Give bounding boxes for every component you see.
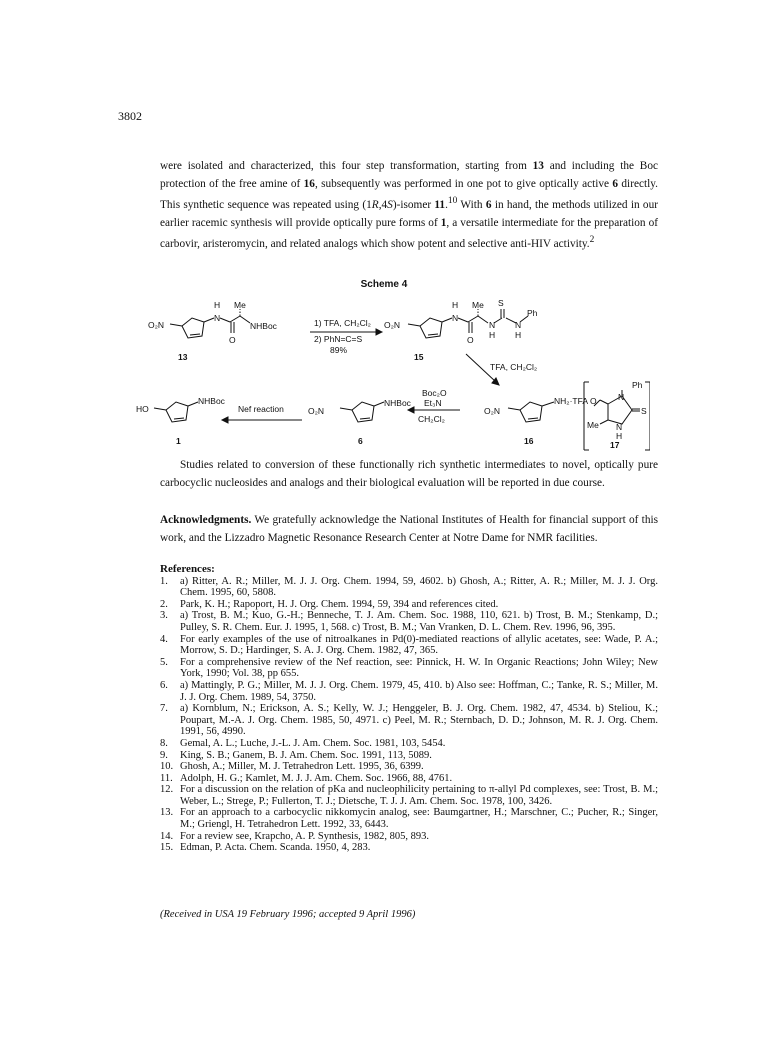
atom-label: N — [618, 392, 625, 402]
reference-number: 11. — [160, 772, 173, 784]
reference-item — [160, 750, 658, 762]
reagent-label: Boc₂O — [422, 388, 447, 398]
references-heading: References: — [160, 563, 215, 575]
compound-ref: 1 — [440, 216, 447, 229]
atom-label: N — [452, 313, 459, 323]
reference-item — [160, 657, 658, 680]
nitro-group-label: O₂N — [148, 320, 165, 330]
reference-text: For a comprehensive review of the Nef reaction, see: Pinnick, H. W. In Organic Reactions; John Wiley; New York, 1990; Vol. 38, pp 655. — [180, 656, 658, 680]
intro-paragraph: were isolated and characterized, this four step transformation, starting from 13 and including the Boc protection of the free amine of 16, subsequently was performed in one pot to give optically active 6 directly. This synthetic sequence was repeated using (1R,4S)-isomer 11.10 With 6 in hand, the methods utilized in our earlier racemic synthesis will provide optically pure forms of 1, a versatile intermediate for the preparation of carbovir, aristeromycin, and related analogs which show potent and selective anti-HIV activity.$^2$ — [160, 160, 658, 250]
nitro-group-label: O₂N — [484, 406, 501, 416]
reference-number: 6. — [160, 679, 168, 691]
reference-item — [160, 738, 658, 750]
compound-number-16: 16 — [524, 436, 534, 446]
references-section — [160, 564, 658, 854]
reference-item — [160, 576, 658, 599]
protecting-group-label: NHBoc — [198, 396, 225, 406]
yield-label: 89% — [330, 345, 348, 355]
reference-number: 12. — [160, 784, 174, 796]
reference-item — [160, 610, 658, 633]
reference-number: 13. — [160, 807, 174, 819]
atom-label: N — [214, 313, 221, 323]
atom-label: O — [590, 396, 597, 406]
compound-number-17: 17 — [610, 440, 620, 450]
intro-text: ,4 — [378, 198, 388, 211]
reference-item — [160, 807, 658, 830]
atom-label: Me — [587, 420, 599, 430]
reference-text: For an approach to a carbocyclic nikkomycin analog, see: Baumgartner, H.; Marschner, C.; Pucher, R.; Singer, M.; Griengl, H. Tetrahedron Lett. 1992, 33, 6443. — [180, 807, 658, 831]
reference-number: 8. — [160, 737, 168, 749]
reference-text: King, S. B.; Ganem, B. J. Am. Chem. Soc. 1991, 113, 5089. — [180, 749, 432, 761]
atom-label: Ph — [527, 308, 538, 318]
protecting-group-label: NHBoc — [384, 398, 411, 408]
compound-number-13: 13 — [178, 352, 188, 362]
atom-label: H — [452, 300, 459, 310]
reference-text: Edman, P. Acta. Chem. Scanda. 1950, 4, 283. — [180, 842, 371, 854]
reference-text: For a discussion on the relation of pKa and nucleophilicity pertaining to π-allyl Pd complexes, see: Trost, B. M.; Weber, L.; Strege, P.; Fullerton, T. J.; Dietsche, T. J. J. Am. Chem. Soc. 1978, 100, 3426. — [180, 784, 658, 807]
atom-label: H — [214, 300, 221, 310]
intro-text: and including the Boc protection of the free amine of — [160, 160, 658, 190]
reference-item — [160, 634, 658, 657]
compound-ref: 6 — [485, 198, 492, 211]
stereo-descriptor: R — [371, 198, 379, 211]
reagent-label: 2) PhN=C=S — [314, 334, 363, 344]
atom-label: O — [229, 335, 236, 345]
nitro-group-label: O₂N — [384, 320, 401, 330]
reference-number: 1. — [160, 575, 168, 587]
reference-text: For early examples of the use of nitroalkanes in Pd(0)-mediated reactions of allylic acetates, see: Wade, P. A.; Morrow, S. D.; Hardinger, S. A. J. Org. Chem. 1982, 47, 365. — [180, 633, 658, 657]
stereo-descriptor: S — [387, 198, 393, 211]
amine-salt-label: NH₂·TFA — [554, 396, 588, 406]
compound-ref: 16 — [303, 177, 315, 190]
reference-item — [160, 761, 658, 773]
reference-text: a) Mattingly, P. G.; Miller, M. J. J. Org. Chem. 1979, 45, 410. b) Also see: Hoffman, C.; Tanke, R. S.; Miller, M. J. J. Org. Chem. 1989, 54, 3750. — [180, 679, 658, 703]
scheme-title: Scheme 4 — [360, 279, 408, 290]
atom-label: S — [641, 406, 647, 416]
reference-item — [160, 784, 658, 807]
atom-label: Me — [234, 300, 246, 310]
citation-superscript: 10 — [447, 196, 458, 207]
compound-ref: 13 — [532, 160, 544, 172]
acknowledgments-paragraph — [160, 512, 658, 547]
atom-label: Me — [472, 300, 484, 310]
conclusion-paragraph: Studies related to conversion of these functionally rich synthetic intermediates to novel, optically pure carbocyclic nucleosides and analogs and their biological evaluation will be reported in due course. — [160, 459, 658, 489]
reference-item — [160, 842, 658, 854]
reference-text: Gemal, A. L.; Luche, J.-L. J. Am. Chem. Soc. 1981, 103, 5454. — [180, 737, 446, 749]
reference-text: Adolph, H. G.; Kamlet, M. J. J. Am. Chem. Soc. 1966, 88, 4761. — [180, 772, 453, 784]
protecting-group-label: NHBoc — [250, 321, 277, 331]
page-number: 3802 — [118, 109, 142, 123]
reagent-label: CH₂Cl₂ — [418, 414, 445, 424]
atom-label: H — [616, 431, 623, 441]
intro-text: With — [457, 198, 486, 211]
nitro-group-label: O₂N — [308, 406, 325, 416]
acknowledgments-text: We gratefully acknowledge the National Institutes of Health for financial support of this work, and the Lizzadro Magnetic Resonance Research Center at Notre Dame for NMR facilities. — [160, 514, 658, 544]
reference-number: 14. — [160, 830, 174, 842]
hydroxyl-label: HO — [136, 404, 149, 414]
reagent-label: Et₃N — [424, 398, 442, 408]
reference-item — [160, 831, 658, 843]
reference-number: 9. — [160, 749, 168, 761]
atom-label: Ph — [632, 380, 643, 390]
atom-label: N — [616, 422, 623, 432]
reference-item — [160, 599, 658, 611]
compound-number-1: 1 — [176, 436, 181, 446]
reference-text: a) Trost, B. M.; Kuo, G.-H.; Benneche, T. J. Am. Chem. Soc. 1988, 110, 621. b) Trost, B. M.; Stenkamp, D.; Pulley, S. R. Chem. Eur. J. 1995, 1, 568. c) Trost, B. M.; Van Vranken, D. L. Chem. Rev. 1996, 96, 395. — [180, 610, 658, 633]
reference-number: 10. — [160, 761, 174, 773]
received-dates: (Received in USA 19 February 1996; accepted 9 April 1996) — [160, 909, 416, 920]
reaction-scheme — [130, 292, 650, 457]
atom-label: H — [515, 330, 522, 340]
reagent-label: TFA, CH₂Cl₂ — [490, 362, 538, 372]
reference-number: 2. — [160, 598, 168, 610]
intro-text: , a versatile intermediate for the preparation of carbovir, aristeromycin, and related analogs which show potent and selective anti-HIV activity. — [160, 216, 658, 250]
compound-number-15: 15 — [414, 352, 424, 362]
reference-text: a) Ritter, A. R.; Miller, M. J. J. Org. Chem. 1994, 59, 4602. b) Ghosh, A.; Ritter, A. R.; Miller, M. J. J. Org. Chem. 1995, 60, 5808. — [180, 575, 658, 599]
atom-label: S — [498, 298, 504, 308]
reference-item — [160, 773, 658, 785]
citation-superscript: 2 — [589, 235, 595, 246]
reference-text: For a review see, Krapcho, A. P. Synthesis, 1982, 805, 893. — [180, 830, 430, 842]
intro-text: directly. This synthetic sequence was repeated using (1 — [160, 177, 658, 211]
reference-text: Park, K. H.; Rapoport, H. J. Org. Chem. 1994, 59, 394 and references cited. — [180, 598, 499, 610]
reference-number: 3. — [160, 610, 168, 622]
atom-label: N — [515, 320, 522, 330]
reference-number: 5. — [160, 656, 168, 668]
compound-ref: 11 — [434, 198, 446, 211]
atom-label: N — [489, 320, 496, 330]
reagent-label: 1) TFA, CH₂Cl₂ — [314, 318, 371, 328]
intro-text: )-isomer — [392, 198, 435, 211]
reference-number: 7. — [160, 703, 168, 715]
reference-item — [160, 680, 658, 703]
atom-label: O — [467, 335, 474, 345]
acknowledgments-heading: Acknowledgments. — [160, 514, 252, 526]
compound-ref: 6 — [612, 177, 619, 190]
reference-text: Ghosh, A.; Miller, M. J. Tetrahedron Lett. 1995, 36, 6399. — [180, 761, 424, 773]
intro-text: , subsequently was performed in one pot to give optically active — [314, 177, 613, 190]
intro-text: were isolated and characterized, this four step transformation, starting from — [160, 160, 533, 172]
atom-label: H — [489, 330, 496, 340]
compound-number-6: 6 — [358, 436, 363, 446]
reference-item — [160, 703, 658, 738]
reference-number: 4. — [160, 633, 168, 645]
reference-text: a) Kornblum, N.; Erickson, A. S.; Kelly, W. J.; Henggeler, B. J. Org. Chem. 1982, 47, 4534. b) Steliou, K.; Poupart, M.-A. J. Org. Chem. 1985, 50, 4971. c) Peel, M. R.; Sternbach, D. D.; Johnson, M. R. J. Org. Chem. 1991, 56, 4990. — [180, 703, 658, 738]
reference-number: 15. — [160, 842, 174, 854]
intro-text: in hand, the methods utilized in our earlier racemic synthesis will provide optically pure forms of — [160, 198, 658, 229]
reference-list — [160, 576, 658, 854]
reagent-label: Nef reaction — [238, 404, 284, 414]
